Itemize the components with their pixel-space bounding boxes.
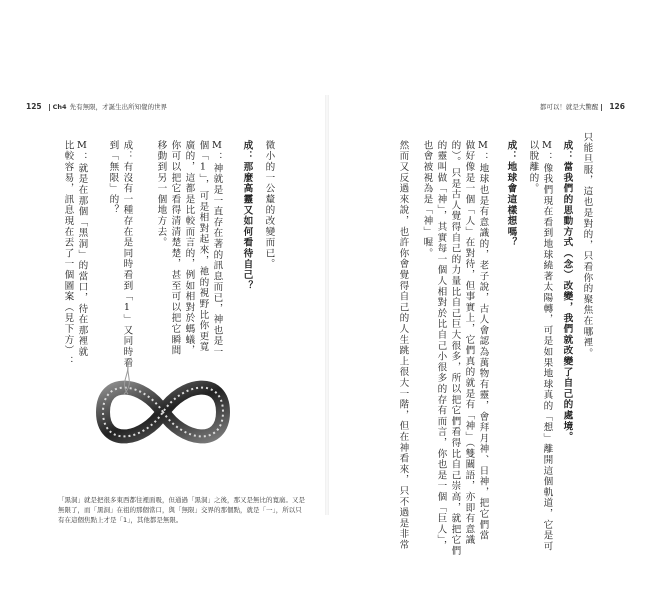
text-column: 移動到另一個地方去。	[155, 140, 167, 248]
text-column: 比較容易，訊息現在丟了一個圖案（見下方）：	[62, 140, 74, 367]
question-text: 地球會這樣想嗎？	[505, 161, 517, 249]
text-column: M：就是在那個「黑洞」的當口，待在那裡就	[76, 140, 88, 358]
speaker-label: 成：當	[561, 140, 573, 173]
right-page-number: 126	[609, 102, 625, 111]
text-column: 的）。只是古人覺得自己的力量比自己巨大很多，所以把它們看得比自己崇高，就把它們	[449, 140, 461, 557]
figure-caption: 「黑洞」就是把很多東西都往裡面吸，但通過「黑洞」之後，那又是無比的寬廣。又是無限了，而「黑洞」在祖的那個當口，與「無限」交界的那個點，就是「一」，所以只有在這個焦點上才是「1」，其他都是無限。	[58, 496, 305, 524]
text-column: 廣的，這都是比較而言的，例如相對於螞蟻，	[183, 140, 195, 356]
text-column: 到「無限」的？	[107, 140, 119, 216]
text-column: 微小的一公釐的改變而已。	[263, 140, 275, 270]
text-column: 的靈叫做「神」，其實每一個人相對於比自己小很多的存有而言，你也是一個「巨人」，	[435, 140, 447, 552]
left-page-number: 125	[26, 102, 42, 111]
speaker-label: 成：那麼	[241, 140, 253, 184]
text-column: 然而又反過來說，也許你會覺得自己的人生跳上很大一階，但在神看來，只不過是非常	[397, 140, 409, 551]
text-column: M：地球也是有意識的，老子說，古人會認為萬物有靈，會拜月神、日神，把它們當	[477, 140, 489, 541]
speaker-label: 成：	[505, 140, 517, 162]
book-gutter	[325, 95, 329, 515]
right-running-title: 都可以！就是大驚醒	[539, 103, 599, 111]
text-column: 你可以把它看得清清楚楚，甚至可以把它瞬間	[169, 140, 181, 356]
dialogue-column	[504, 140, 517, 248]
text-column: 也會被視為是「神」喔。	[421, 140, 433, 259]
chapter-mark: Ch4	[52, 103, 67, 111]
text-column: 做好像是一個「人」在對待，但事實上，它們真的就是有「神」（雙關語，亦即有意識	[463, 140, 475, 546]
infinity-symbol-icon	[88, 352, 238, 472]
text-column: 只能旦服，這也是對的，只看你的聚焦在哪裡。	[581, 132, 593, 359]
header-divider	[49, 104, 50, 111]
emphasis-text: 我們的思動方式（念）改變，我們就改變了自己的處境。	[561, 172, 573, 443]
question-text: 高靈又如何看待自己？	[241, 183, 253, 292]
dialogue-column	[240, 140, 253, 291]
dialogue-column	[560, 140, 573, 442]
text-column: M：神就是一直存在著的訊息而已，神也是一	[211, 140, 223, 358]
text-column: 個「1」，可是相對起來，祂的視野比你更寬	[197, 140, 209, 353]
text-column: 成：有沒有一種存在是同時看到「1」又同時看	[121, 140, 133, 369]
text-column: M：像我們現在看到地球繞著太陽轉，可是如果地球真的「想」離開這個軌道，它是可	[541, 140, 553, 552]
text-column: 以脫離的。	[527, 140, 539, 194]
left-running-title: 先有無限，才誕生出所知覺的世界	[69, 103, 168, 111]
right-running-header	[540, 102, 629, 111]
header-divider	[601, 104, 602, 111]
left-running-header	[22, 102, 167, 111]
